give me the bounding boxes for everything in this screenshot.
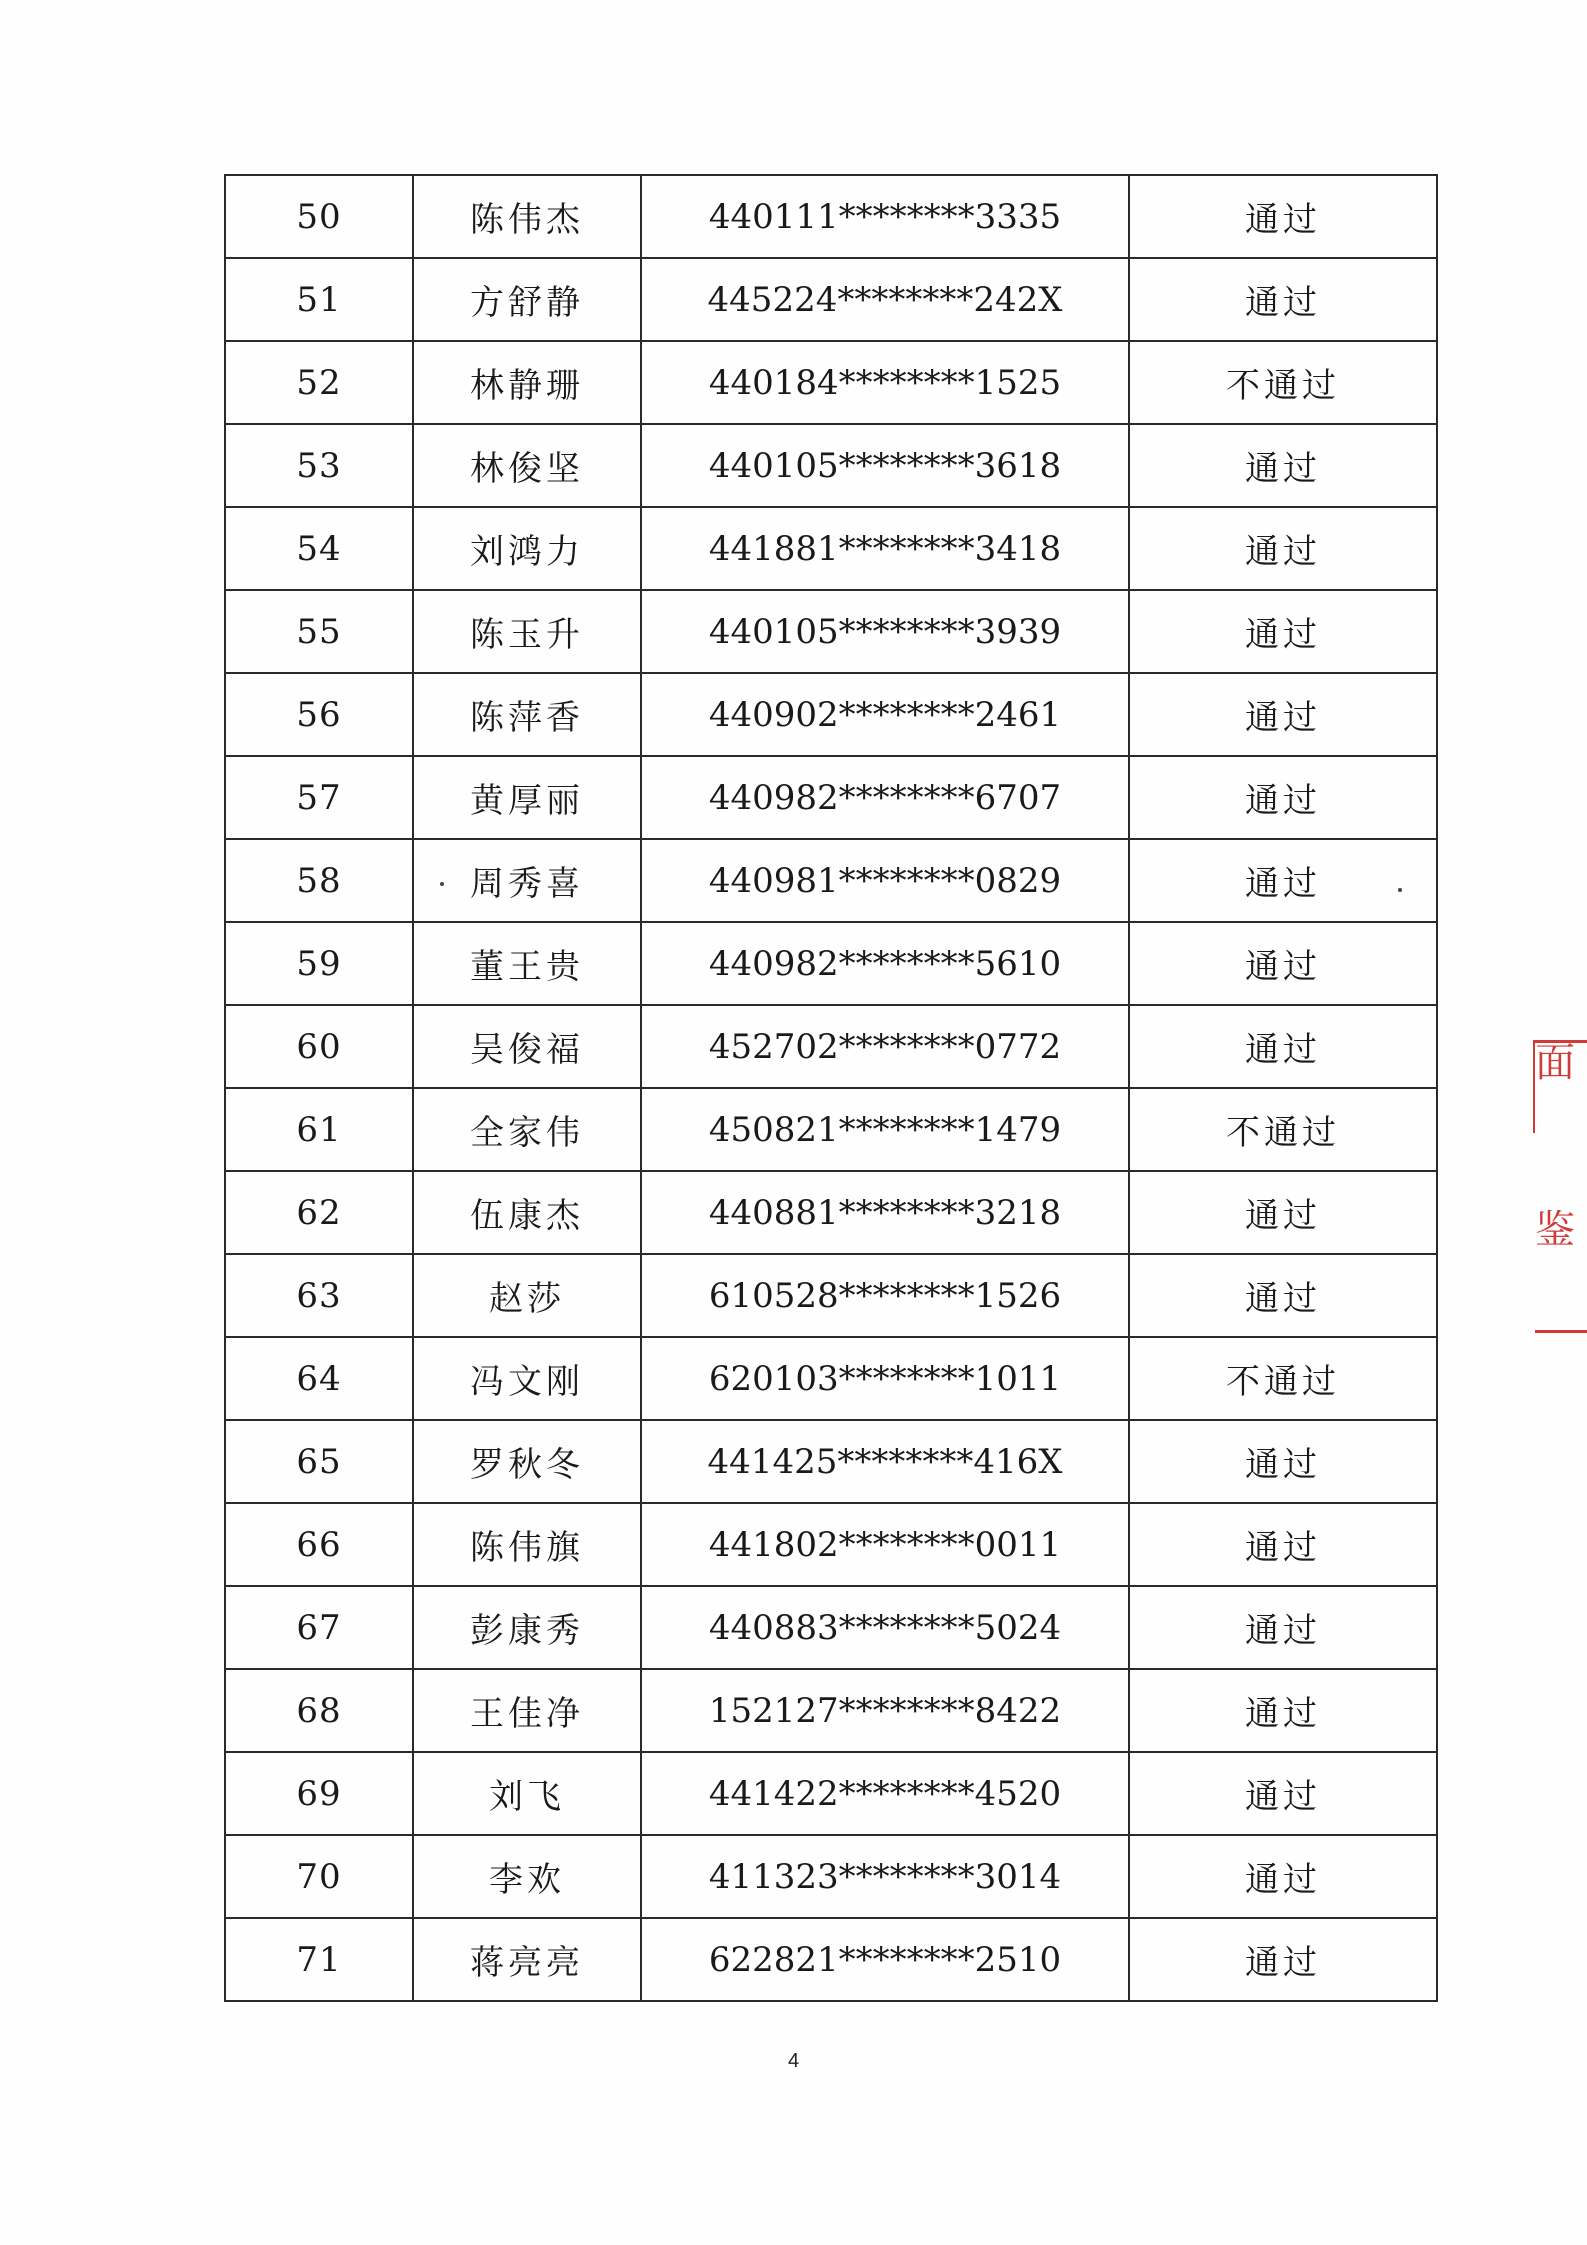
row-number-cell: 56 xyxy=(225,673,413,756)
row-number-cell: 55 xyxy=(225,590,413,673)
row-number-cell: 54 xyxy=(225,507,413,590)
candidate-name-cell: 陈伟杰 xyxy=(413,175,641,258)
table-row xyxy=(225,1088,1437,1171)
row-number-cell: 65 xyxy=(225,1420,413,1503)
candidate-name-cell: 王佳净 xyxy=(413,1669,641,1752)
row-number-cell: 61 xyxy=(225,1088,413,1171)
id-number-cell: 441802********0011 xyxy=(641,1503,1129,1586)
id-number-cell: 440105********3618 xyxy=(641,424,1129,507)
id-number-cell: 440982********6707 xyxy=(641,756,1129,839)
result-cell: 通过 xyxy=(1129,1835,1437,1918)
id-number-cell: 411323********3014 xyxy=(641,1835,1129,1918)
result-cell: 通过 xyxy=(1129,1503,1437,1586)
result-cell: 通过 xyxy=(1129,507,1437,590)
table-row xyxy=(225,1005,1437,1088)
result-cell: 通过 xyxy=(1129,1254,1437,1337)
row-number-cell: 63 xyxy=(225,1254,413,1337)
id-number-cell: 620103********1011 xyxy=(641,1337,1129,1420)
table-row xyxy=(225,1254,1437,1337)
id-number-cell: 441425********416X xyxy=(641,1420,1129,1503)
result-cell: 不通过 xyxy=(1129,1337,1437,1420)
row-number-cell: 51 xyxy=(225,258,413,341)
candidate-name-cell: 陈玉升 xyxy=(413,590,641,673)
id-number-cell: 450821********1479 xyxy=(641,1088,1129,1171)
candidate-name-cell: 冯文刚 xyxy=(413,1337,641,1420)
result-cell: 通过 xyxy=(1129,756,1437,839)
row-number-cell: 57 xyxy=(225,756,413,839)
row-number-cell: 59 xyxy=(225,922,413,1005)
id-number-cell: 622821********2510 xyxy=(641,1918,1129,2001)
result-cell: 不通过 xyxy=(1129,1088,1437,1171)
seal-fragment-bottom-text: 鉴 xyxy=(1535,1210,1575,1253)
row-number-cell: 71 xyxy=(225,1918,413,2001)
table-row xyxy=(225,1669,1437,1752)
result-cell: 通过 xyxy=(1129,1171,1437,1254)
row-number-cell: 62 xyxy=(225,1171,413,1254)
table-row xyxy=(225,1918,1437,2001)
result-cell: 通过 xyxy=(1129,175,1437,258)
table-row xyxy=(225,673,1437,756)
table-row xyxy=(225,258,1437,341)
row-number-cell: 67 xyxy=(225,1586,413,1669)
table-row xyxy=(225,1420,1437,1503)
results-table-body xyxy=(225,175,1437,2001)
candidate-name-cell: 黄厚丽 xyxy=(413,756,641,839)
id-number-cell: 610528********1526 xyxy=(641,1254,1129,1337)
id-number-cell: 440981********0829 xyxy=(641,839,1129,922)
row-number-cell: 68 xyxy=(225,1669,413,1752)
table-row xyxy=(225,424,1437,507)
row-number-cell: 60 xyxy=(225,1005,413,1088)
seal-fragment-top xyxy=(1533,1040,1587,1133)
scan-speck xyxy=(1398,888,1402,892)
id-number-cell: 440881********3218 xyxy=(641,1171,1129,1254)
candidate-name-cell: 刘飞 xyxy=(413,1752,641,1835)
result-cell: 通过 xyxy=(1129,1005,1437,1088)
id-number-cell: 440902********2461 xyxy=(641,673,1129,756)
id-number-cell: 440184********1525 xyxy=(641,341,1129,424)
candidate-name-cell: 林俊坚 xyxy=(413,424,641,507)
result-cell: 通过 xyxy=(1129,1586,1437,1669)
page-number: 4 xyxy=(787,2050,800,2072)
id-number-cell: 441422********4520 xyxy=(641,1752,1129,1835)
candidate-name-cell: 罗秋冬 xyxy=(413,1420,641,1503)
table-row xyxy=(225,922,1437,1005)
result-cell: 通过 xyxy=(1129,590,1437,673)
id-number-cell: 452702********0772 xyxy=(641,1005,1129,1088)
candidate-name-cell: 陈伟旗 xyxy=(413,1503,641,1586)
table-row xyxy=(225,756,1437,839)
result-cell: 通过 xyxy=(1129,1918,1437,2001)
id-number-cell: 440105********3939 xyxy=(641,590,1129,673)
candidate-name-cell: 彭康秀 xyxy=(413,1586,641,1669)
candidate-name-cell: 刘鸿力 xyxy=(413,507,641,590)
candidate-name-cell: 李欢 xyxy=(413,1835,641,1918)
table-row xyxy=(225,507,1437,590)
table-row xyxy=(225,1752,1437,1835)
seal-fragment-top-text: 面 xyxy=(1535,1040,1575,1086)
candidate-name-cell: 伍康杰 xyxy=(413,1171,641,1254)
row-number-cell: 58 xyxy=(225,839,413,922)
row-number-cell: 70 xyxy=(225,1835,413,1918)
table-row xyxy=(225,1503,1437,1586)
id-number-cell: 440982********5610 xyxy=(641,922,1129,1005)
id-number-cell: 445224********242X xyxy=(641,258,1129,341)
candidate-name-cell: 陈萍香 xyxy=(413,673,641,756)
result-cell: 通过 xyxy=(1129,922,1437,1005)
id-number-cell: 440111********3335 xyxy=(641,175,1129,258)
candidate-name-cell: 董王贵 xyxy=(413,922,641,1005)
candidate-name-cell: 林静珊 xyxy=(413,341,641,424)
result-cell: 通过 xyxy=(1129,1752,1437,1835)
candidate-name-cell: 赵莎 xyxy=(413,1254,641,1337)
table-row xyxy=(225,1171,1437,1254)
candidate-name-cell: 全家伟 xyxy=(413,1088,641,1171)
result-cell: 通过 xyxy=(1129,258,1437,341)
id-number-cell: 152127********8422 xyxy=(641,1669,1129,1752)
table-row xyxy=(225,590,1437,673)
row-number-cell: 52 xyxy=(225,341,413,424)
result-cell: 通过 xyxy=(1129,673,1437,756)
candidate-name-cell: 吴俊福 xyxy=(413,1005,641,1088)
table-row xyxy=(225,341,1437,424)
row-number-cell: 66 xyxy=(225,1503,413,1586)
table-row xyxy=(225,839,1437,922)
result-cell: 不通过 xyxy=(1129,341,1437,424)
table-row xyxy=(225,175,1437,258)
row-number-cell: 69 xyxy=(225,1752,413,1835)
row-number-cell: 64 xyxy=(225,1337,413,1420)
table-row xyxy=(225,1586,1437,1669)
table-row xyxy=(225,1835,1437,1918)
id-number-cell: 440883********5024 xyxy=(641,1586,1129,1669)
result-cell: 通过 xyxy=(1129,839,1437,922)
candidate-name-cell: 周秀喜 xyxy=(413,839,641,922)
seal-fragment-bottom xyxy=(1535,1210,1587,1333)
result-cell: 通过 xyxy=(1129,424,1437,507)
candidate-name-cell: 方舒静 xyxy=(413,258,641,341)
result-cell: 通过 xyxy=(1129,1420,1437,1503)
result-cell: 通过 xyxy=(1129,1669,1437,1752)
results-table xyxy=(224,174,1438,2002)
table-row xyxy=(225,1337,1437,1420)
id-number-cell: 441881********3418 xyxy=(641,507,1129,590)
scan-speck xyxy=(440,882,444,886)
row-number-cell: 50 xyxy=(225,175,413,258)
row-number-cell: 53 xyxy=(225,424,413,507)
candidate-name-cell: 蒋亮亮 xyxy=(413,1918,641,2001)
